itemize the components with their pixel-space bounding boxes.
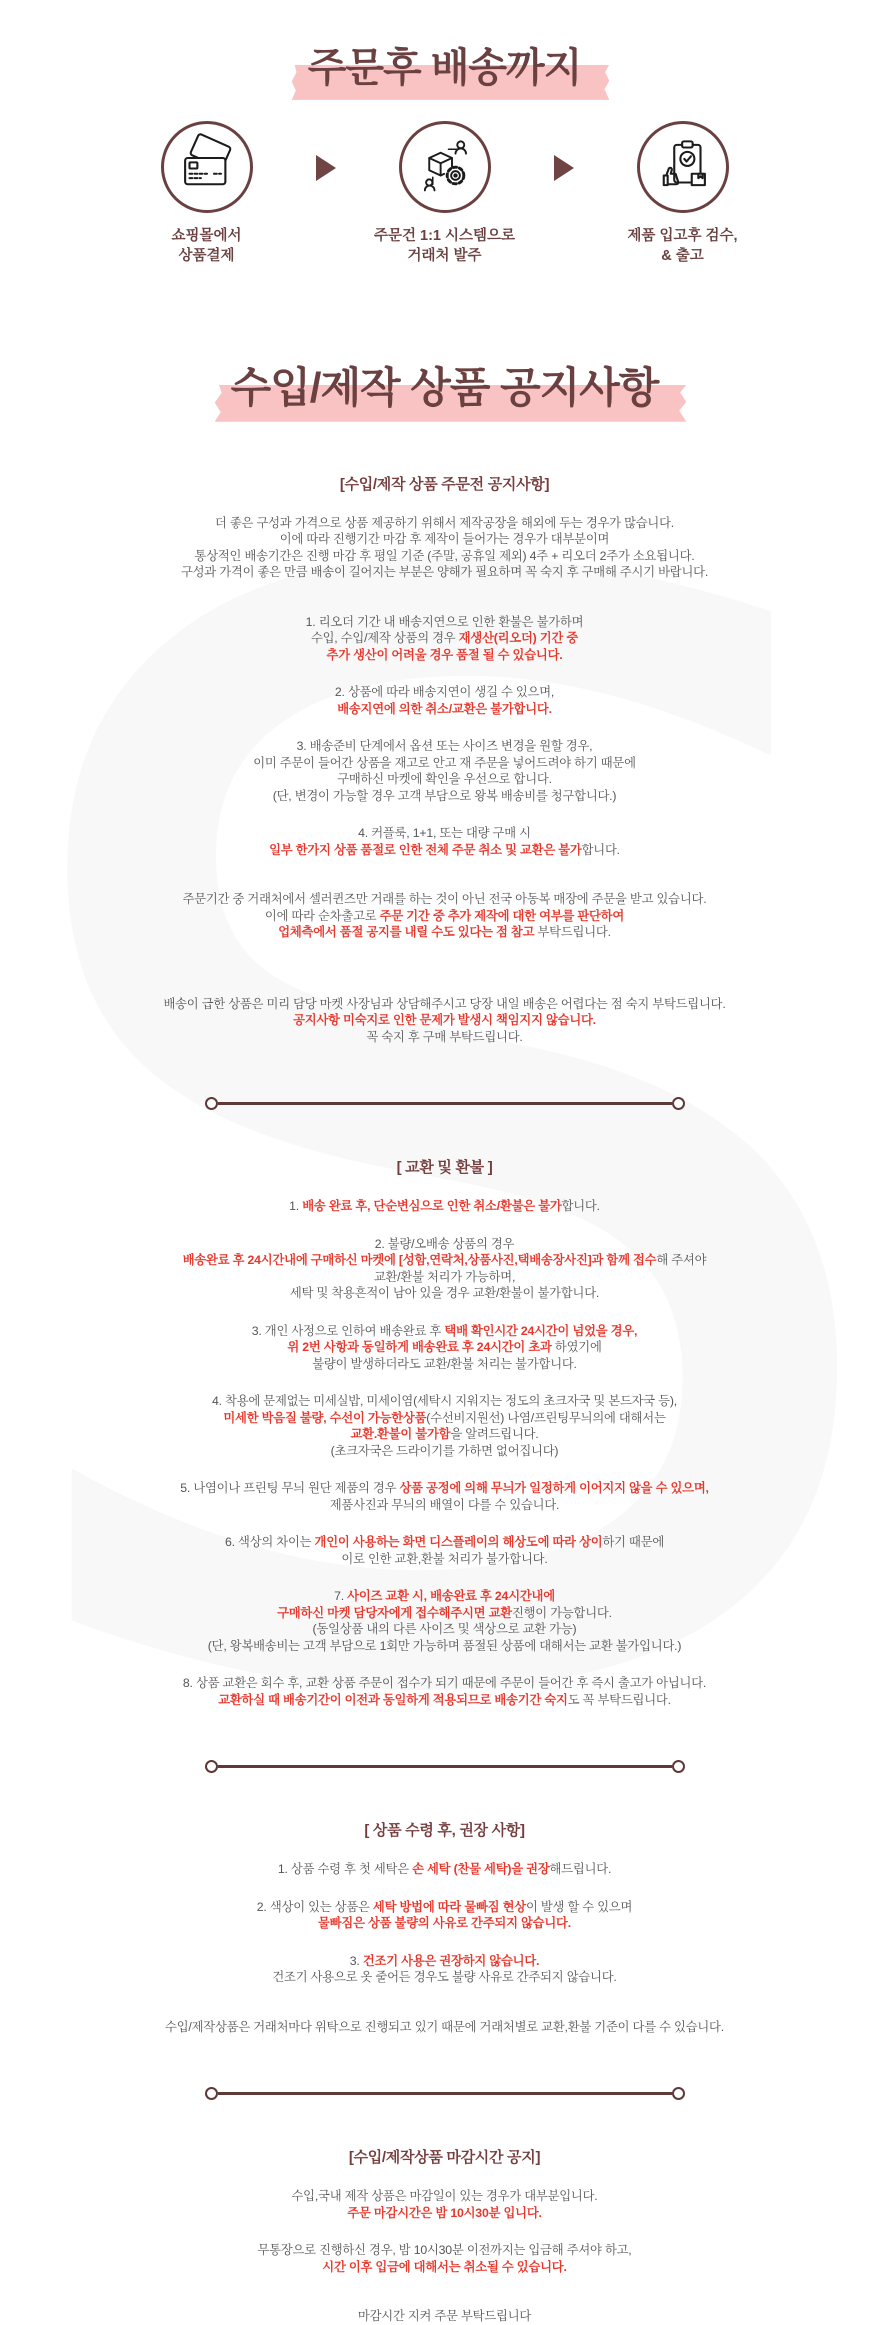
text-line (95, 564, 795, 581)
text-segment: 이에 따라 순차출고로 (264, 908, 380, 923)
text-segment: 배송 완료 후, 단순변심으로 인한 취소/환불은 불가 (302, 1199, 562, 1214)
text-segment: 업체측에서 품절 공지를 내릴 수도 있다는 점 참고 (278, 925, 538, 940)
text-segment: 이에 따라 진행기간 마감 후 제작이 들어가는 경우가 대부분이며 (279, 532, 610, 547)
text-segment: 제품사진과 무늬의 배열이 다를 수 있습니다. (329, 1497, 560, 1512)
text-line (95, 1269, 795, 1286)
text-segment: 세탁 및 착용흔적이 남아 있을 경우 교환/환불이 불가합니다. (289, 1286, 600, 1301)
text-segment: 사이즈 교환 시, 배송완료 후 24시간내에 (347, 1589, 555, 1604)
text-segment: 을 알려드립니다. (450, 1427, 539, 1442)
text-line (95, 531, 795, 548)
text-segment: (단, 왕복배송비는 고객 부담으로 1회만 가능하며 품절된 상품에 대해서는 교환 불가입니다.) (207, 1638, 682, 1653)
text-segment: 해드립니다. (549, 1862, 612, 1877)
text-segment: 무통장으로 진행하신 경우, 밤 10시30분 이전까지는 입금해 주셔야 하고, (257, 2243, 632, 2258)
notice-paragraph (95, 2242, 795, 2275)
text-line (95, 1410, 795, 1427)
text-line (95, 771, 795, 788)
text-segment: 2. 상품에 따라 배송지연이 생길 수 있으며, (334, 685, 555, 700)
text-segment: 더 좋은 구성과 가격으로 상품 제공하기 위해서 제작공장을 해외에 두는 경우가 많습니다. (214, 515, 675, 530)
text-segment: 꼭 숙지 후 구매 부탁드립니다. (366, 1029, 523, 1044)
text-segment: 합니다. (581, 842, 620, 857)
text-line (95, 1953, 795, 1970)
notice-paragraph (95, 1861, 795, 1878)
text-line (95, 924, 795, 941)
step-circle (637, 121, 729, 213)
text-segment: (단, 변경이 가능할 경우 고객 부담으로 왕복 배송비를 청구합니다.) (272, 788, 617, 803)
notice-paragraph (95, 1953, 795, 1986)
text-line (95, 1426, 795, 1443)
notice-sections (95, 473, 795, 2325)
text-segment: 4. 커플룩, 1+1, 또는 대량 구매 시 (358, 826, 531, 841)
text-segment: 3. (349, 1953, 363, 1968)
text-line (95, 2259, 795, 2276)
text-segment: (동일상품 내의 다른 사이즈 및 색상으로 교환 가능) (312, 1622, 577, 1637)
notice-content (95, 0, 795, 2325)
text-line (95, 614, 795, 631)
notice-paragraph (95, 738, 795, 804)
step-label (171, 226, 241, 267)
text-segment: 하였기에 (551, 1340, 602, 1355)
text-segment: 위 2번 사항과 동일하게 배송완료 후 24시간이 초과 (287, 1340, 552, 1355)
text-segment: 택배 확인시간 24시간이 넘었을 경우, (444, 1323, 638, 1338)
text-line (95, 1356, 795, 1373)
text-segment: 2. 색상이 있는 상품은 (256, 1899, 373, 1914)
divider-endpoint (205, 1097, 218, 1110)
text-segment: 배송이 급한 상품은 미리 담당 마켓 사장님과 상담해주시고 당장 내일 배송은 어렵다는 점 숙지 부탁드립니다. (163, 996, 726, 1011)
text-segment: 1. 상품 수령 후 첫 세탁은 (277, 1862, 413, 1877)
credit-card-icon (179, 137, 235, 198)
text-line (95, 1969, 795, 1986)
divider-endpoint (672, 1760, 685, 1773)
notice-paragraph (95, 891, 795, 941)
text-segment: 교환하실 때 배송기간이 이전과 동일하게 적용되므로 배송기간 숙지 (218, 1692, 568, 1707)
text-segment: 해 주셔야 (656, 1253, 707, 1268)
notice-paragraph (95, 1480, 795, 1513)
process-steps (95, 121, 795, 267)
text-line (95, 1692, 795, 1709)
divider-endpoint (205, 1760, 218, 1773)
text-line (95, 1899, 795, 1916)
text-line (95, 1323, 795, 1340)
section-header: [ 상품 수령 후, 권장 사항] (364, 1822, 525, 1840)
text-segment: 구매하신 마켓에 확인을 우선으로 합니다. (337, 772, 552, 787)
text-line (95, 684, 795, 701)
text-line (95, 2205, 795, 2222)
text-segment: 공지사항 미숙지로 인한 문제가 발생시 책임지지 않습니다. (293, 1013, 596, 1028)
text-segment: 건조기 사용으로 옷 줄어든 경우도 불량 사유로 간주되지 않습니다. (272, 1970, 617, 1985)
text-segment: 8. 상품 교환은 회수 후, 교환 상품 주문이 접수가 되기 때문에 주문이 들어간 후 즉시 출고가 아닙니다. (182, 1676, 707, 1691)
text-segment: 교환/환불 처리가 가능하며, (373, 1269, 516, 1284)
text-line (95, 1012, 795, 1029)
text-segment: 교환.환불이 불가함 (350, 1427, 451, 1442)
page-title-text: 주문후 배송까지 (307, 46, 582, 90)
divider-endpoint (672, 2087, 685, 2100)
notice-paragraph (95, 2308, 795, 2325)
text-line (95, 788, 795, 805)
text-segment: 미세한 박음질 불량, 수선이 가능한상품 (223, 1410, 427, 1425)
text-segment: 상품 공정에 의해 무늬가 일정하게 이어지지 않을 수 있으며, (399, 1481, 709, 1496)
text-line (95, 1252, 795, 1269)
step-circle (161, 121, 253, 213)
notice-title-text: 수입/제작 상품 공지사항 (230, 363, 659, 411)
text-segment: 마감시간 지켜 주문 부탁드립니다 (357, 2309, 532, 2324)
text-line (95, 1029, 795, 1046)
text-segment: 도 꼭 부탁드립니다. (567, 1692, 671, 1707)
text-line (95, 701, 795, 718)
notice-paragraph (95, 2019, 795, 2036)
text-line (95, 548, 795, 565)
divider-line (218, 2092, 672, 2095)
text-line (95, 647, 795, 664)
text-line (95, 1339, 795, 1356)
notice-paragraph (95, 1588, 795, 1654)
text-line (95, 1605, 795, 1622)
text-segment: 물빠짐은 상품 불량의 사유로 간주되지 않습니다. (318, 1916, 571, 1931)
arrow-right-icon (316, 155, 336, 181)
text-line (95, 1480, 795, 1497)
text-segment: 1. 리오더 기간 내 배송지연으로 인한 환불은 불가하며 (305, 614, 584, 629)
text-segment: 합니다. (561, 1199, 600, 1214)
section-header: [수입/제작상품 마감시간 공지] (348, 2149, 541, 2167)
step-inspection (590, 121, 776, 267)
text-segment: 주문 마감시간은 밤 10시30분 입니다. (347, 2205, 542, 2220)
section-header: [ 교환 및 환불 ] (396, 1159, 493, 1177)
text-segment: (수선비지원선) 나염/프린팅무늬의에 대해서는 (426, 1410, 666, 1425)
page-title (308, 36, 582, 93)
text-segment: 배송지연에 의한 취소/교환은 불가합니다. (337, 701, 552, 716)
section-header: [수입/제작 상품 주문전 공지사항] (339, 475, 550, 493)
divider-line (218, 1765, 672, 1768)
notice-page (95, 0, 795, 2324)
order-flow-section (95, 0, 795, 267)
text-segment: 수입,국내 제작 상품은 마감일이 있는 경우가 대부분입니다. (291, 2189, 598, 2204)
text-segment: 추가 생산이 어려울 경우 품절 될 수 있습니다. (326, 647, 563, 662)
step-label-line: 쇼핑몰에서 (171, 228, 242, 244)
notice-paragraph (95, 1534, 795, 1567)
text-segment: 건조기 사용은 권장하지 않습니다. (362, 1953, 540, 1968)
text-line (95, 1915, 795, 1932)
notice-paragraph (95, 1393, 795, 1459)
text-segment: 6. 색상의 차이는 (224, 1535, 315, 1550)
notice-paragraph (95, 825, 795, 858)
text-line (95, 738, 795, 755)
text-segment: 수입, 수입/제작 상품의 경우 (310, 631, 459, 646)
text-line (95, 1551, 795, 1568)
text-segment: 7. (334, 1589, 348, 1604)
text-line (95, 891, 795, 908)
text-segment: 이미 주문이 들어간 상품을 재고로 안고 재 주문을 넣어드려야 하기 때문에 (253, 755, 636, 770)
text-segment: 주문 기간 중 추가 제작에 대한 여부를 판단하여 (379, 908, 625, 923)
notice-paragraph (95, 614, 795, 664)
notice-paragraph (95, 515, 795, 581)
text-segment: 개인이 사용하는 화면 디스플레이의 해상도에 따라 상이 (314, 1535, 603, 1550)
text-segment: 구매하신 마켓 담당자에게 접수해주시면 교환 (277, 1605, 512, 1620)
text-line (95, 1621, 795, 1638)
step-label-line: 제품 입고후 검수, (627, 228, 738, 244)
text-segment: 3. 배송준비 단계에서 옵션 또는 사이즈 변경을 원할 경우, (296, 739, 593, 754)
text-line (95, 1588, 795, 1605)
text-line (95, 908, 795, 925)
text-segment: 하기 때문에 (602, 1535, 665, 1550)
text-segment: 재생산(리오더) 기간 중 (458, 631, 579, 646)
notice-paragraph (95, 1236, 795, 1302)
text-line (95, 996, 795, 1013)
step-circle (399, 121, 491, 213)
notice-paragraph (95, 996, 795, 1046)
text-line (95, 1198, 795, 1215)
text-segment: 진행이 가능합니다. (511, 1605, 612, 1620)
step-order-system (352, 121, 538, 267)
text-segment: 구성과 가격이 좋은 만큼 배송이 길어지는 부분은 양해가 필요하며 꼭 숙지 후 구매해 주시기 바랍니다. (180, 565, 709, 580)
step-label (627, 226, 737, 267)
text-line (95, 1638, 795, 1655)
text-line (95, 755, 795, 772)
notice-paragraph (95, 1198, 795, 1215)
divider-endpoint (205, 2087, 218, 2100)
text-segment: 1. (289, 1199, 303, 1214)
text-segment: 통상적인 배송기간은 진행 마감 후 평일 기준 (주말, 공휴일 제외) 4주 + 리오더 2주가 소요됩니다. (194, 548, 695, 563)
text-segment: 불량이 발생하더라도 교환/환불 처리는 불가합니다. (312, 1356, 577, 1371)
text-segment: 주문기간 중 거래처에서 셀러퀸즈만 거래를 하는 것이 아닌 전국 아동복 매장에 주문을 받고 있습니다. (182, 892, 707, 907)
text-segment: 2. 불량/오배송 상품의 경우 (374, 1236, 515, 1251)
section-divider (205, 2087, 685, 2100)
arrow-right-icon (554, 155, 574, 181)
text-line (95, 1443, 795, 1460)
text-line (95, 630, 795, 647)
notice-title-section (95, 355, 795, 415)
step-label-line: & 출고 (661, 248, 704, 265)
notice-paragraph (95, 1899, 795, 1932)
notice-paragraph (95, 2188, 795, 2221)
text-line (95, 1393, 795, 1410)
text-segment: 일부 한가지 상품 품절로 인한 전체 주문 취소 및 교환은 불가 (269, 842, 582, 857)
step-payment (114, 121, 300, 267)
text-segment: 시간 이후 입금에 대해서는 취소될 수 있습니다. (322, 2259, 567, 2274)
text-segment: 이로 인한 교환,환불 처리가 불가합니다. (341, 1551, 548, 1566)
order-system-icon (417, 137, 473, 198)
text-line (95, 2308, 795, 2325)
divider-endpoint (672, 1097, 685, 1110)
text-line (95, 825, 795, 842)
text-line (95, 1675, 795, 1692)
notice-paragraph (95, 1675, 795, 1708)
text-line (95, 1285, 795, 1302)
text-line (95, 1497, 795, 1514)
text-line (95, 1534, 795, 1551)
text-line (95, 1236, 795, 1253)
text-segment: 배송완료 후 24시간내에 구매하신 마켓에 [성함,연락처,상품사진,택배송장사진]과 함께 접수 (182, 1253, 657, 1268)
text-segment: 5. 나염이나 프린팅 무늬 원단 제품의 경우 (180, 1481, 400, 1496)
inspection-icon (655, 137, 711, 198)
step-label-line: 주문건 1:1 시스템으로 (373, 228, 516, 244)
divider-line (218, 1102, 672, 1105)
step-label-line: 거래처 발주 (407, 248, 482, 265)
notice-paragraph (95, 684, 795, 717)
step-label (374, 226, 515, 267)
text-line (95, 2019, 795, 2036)
text-segment: (초크자국은 드라이기를 가하면 없어집니다) (330, 1443, 559, 1458)
text-segment: 부탁드립니다. (537, 925, 611, 940)
text-line (95, 2242, 795, 2259)
text-segment: 손 세탁 (찬물 세탁)을 권장 (412, 1862, 550, 1877)
text-line (95, 842, 795, 859)
text-segment: 이 발생 할 수 있으며 (525, 1899, 633, 1914)
notice-title (231, 355, 659, 415)
step-label-line: 상품결제 (178, 248, 235, 265)
text-line (95, 515, 795, 532)
text-segment: 세탁 방법에 따라 물빠짐 현상 (372, 1899, 526, 1914)
section-divider (205, 1097, 685, 1110)
text-segment: 수입/제작상품은 거래처마다 위탁으로 진행되고 있기 때문에 거래처별로 교환,환불 기준이 다를 수 있습니다. (165, 2019, 724, 2034)
notice-paragraph (95, 1323, 795, 1373)
section-divider (205, 1760, 685, 1773)
text-line (95, 2188, 795, 2205)
text-line (95, 1861, 795, 1878)
text-segment: 3. 개인 사정으로 인하여 배송완료 후 (251, 1323, 445, 1338)
text-segment: 4. 착용에 문제없는 미세실밥, 미세이염(세탁시 지워지는 정도의 초크자국 및 본드자국 등), (211, 1394, 677, 1409)
